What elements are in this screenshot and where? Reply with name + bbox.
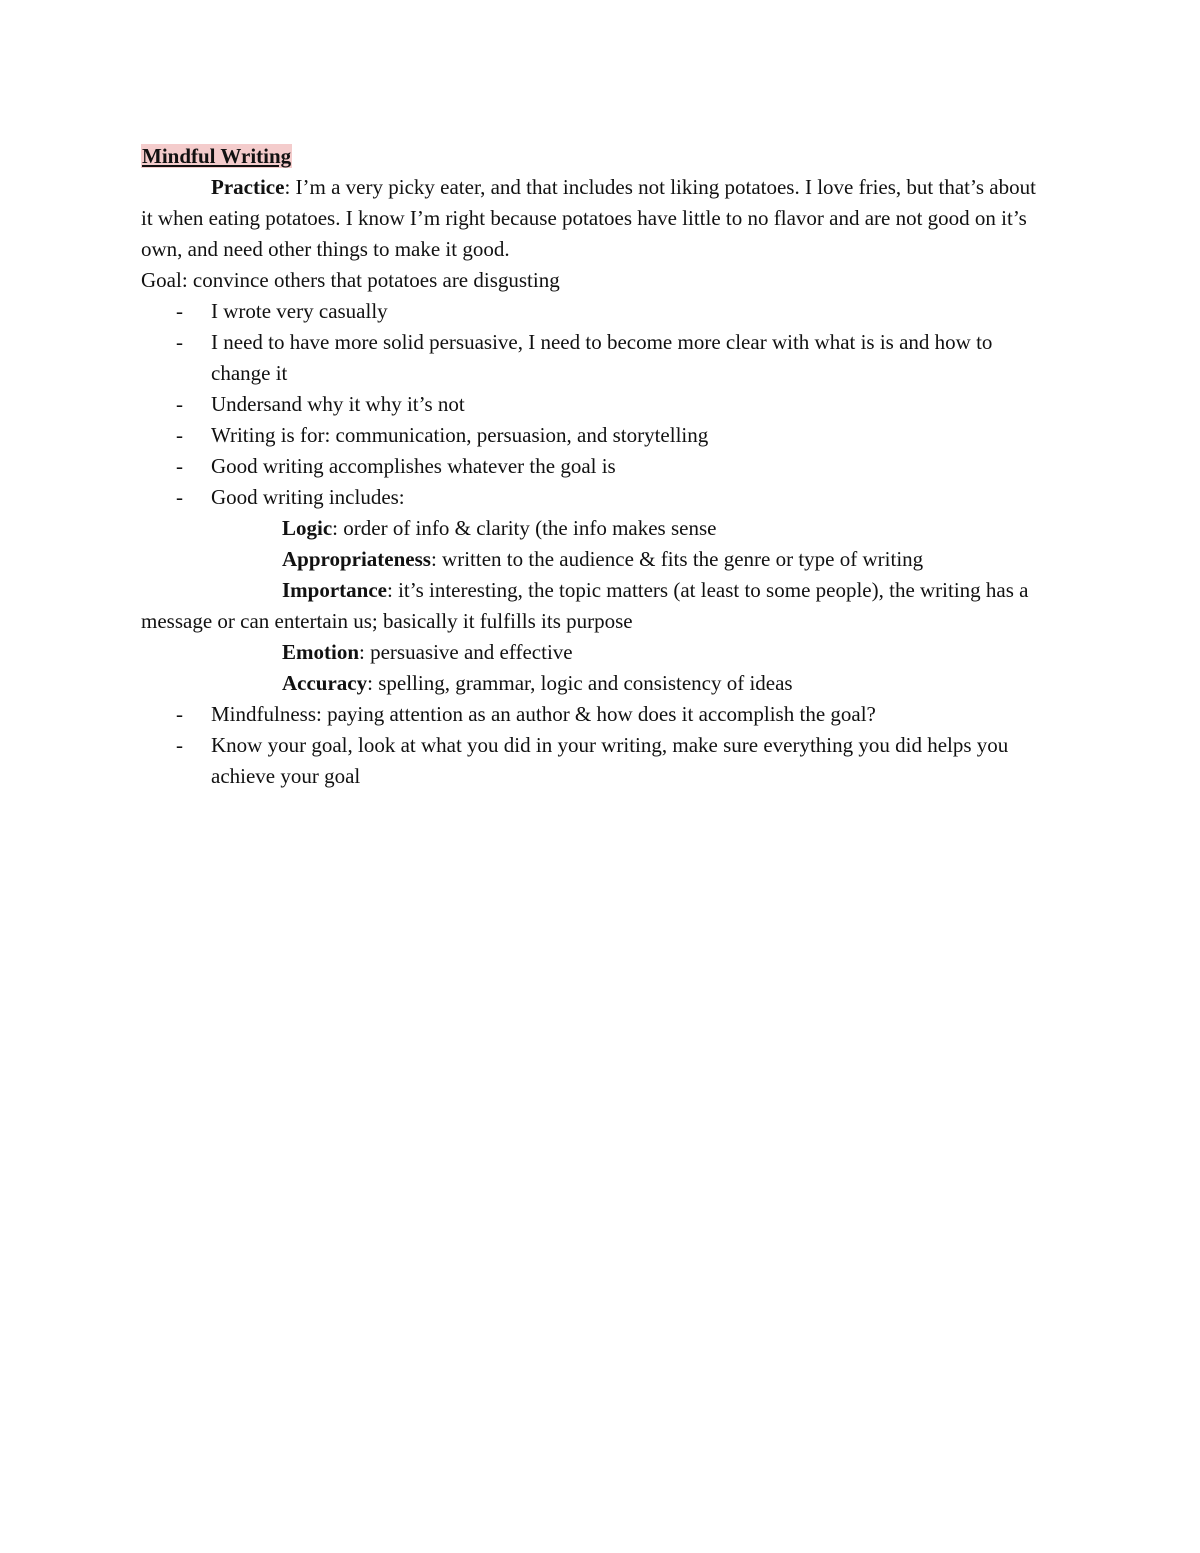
bullet-dash: - bbox=[176, 392, 183, 416]
title-line bbox=[141, 141, 1041, 172]
list-item bbox=[141, 482, 1041, 513]
include-text: : spelling, grammar, logic and consistency of ideas bbox=[367, 671, 793, 695]
include-emotion bbox=[141, 637, 1041, 668]
list-item bbox=[141, 327, 1041, 389]
bullet-dash: - bbox=[176, 454, 183, 478]
list-item-text: Good writing accomplishes whatever the goal is bbox=[211, 454, 616, 478]
document-title: Mindful Writing bbox=[142, 144, 292, 168]
bullet-list-bottom bbox=[141, 699, 1041, 792]
bullet-dash: - bbox=[176, 702, 183, 726]
bullet-dash: - bbox=[176, 299, 183, 323]
list-item-text: I need to have more solid persuasive, I need to become more clear with what is is and how to change it bbox=[211, 330, 993, 385]
include-label: Logic bbox=[282, 516, 333, 540]
practice-label: Practice bbox=[211, 175, 285, 199]
list-item-text: Good writing includes: bbox=[211, 485, 405, 509]
list-item-text: Writing is for: communication, persuasion, and storytelling bbox=[211, 423, 709, 447]
list-item-text: Undersand why it why it’s not bbox=[211, 392, 465, 416]
list-item bbox=[141, 389, 1041, 420]
list-item bbox=[141, 451, 1041, 482]
include-appropriateness bbox=[141, 544, 1041, 575]
list-item bbox=[141, 296, 1041, 327]
list-item-text: Mindfulness: paying attention as an author & how does it accomplish the goal? bbox=[211, 702, 876, 726]
practice-text: : I’m a very picky eater, and that includes not liking potatoes. I love fries, but that’s about it when eating potatoes. I know I’m right because potatoes have little to no flavor and are not good on it’s own, and need other things to make it good. bbox=[141, 175, 1036, 261]
list-item bbox=[141, 420, 1041, 451]
include-importance bbox=[141, 575, 1041, 637]
include-label: Importance bbox=[282, 578, 387, 602]
include-text: : order of info & clarity (the info makes sense bbox=[332, 516, 717, 540]
bullet-dash: - bbox=[176, 733, 183, 757]
practice-paragraph bbox=[141, 172, 1041, 265]
list-item bbox=[141, 699, 1041, 730]
include-text: : it’s interesting, the topic matters (at least to some people), the writing has a message or can entertain us; basically it fulfills its purpose bbox=[141, 578, 1029, 633]
include-accuracy bbox=[141, 668, 1041, 699]
list-item-text: Know your goal, look at what you did in your writing, make sure everything you did helps you achieve your goal bbox=[211, 733, 1009, 788]
include-logic bbox=[141, 513, 1041, 544]
bullet-dash: - bbox=[176, 485, 183, 509]
document-body bbox=[141, 141, 1041, 792]
goal-line: Goal: convince others that potatoes are disgusting bbox=[141, 268, 560, 292]
include-text: : written to the audience & fits the genre or type of writing bbox=[430, 547, 924, 571]
include-label: Emotion bbox=[282, 640, 360, 664]
bullet-dash: - bbox=[176, 330, 183, 354]
list-item bbox=[141, 730, 1041, 792]
include-label: Accuracy bbox=[282, 671, 368, 695]
include-label: Appropriateness bbox=[282, 547, 431, 571]
bullet-dash: - bbox=[176, 423, 183, 447]
list-item-text: I wrote very casually bbox=[211, 299, 388, 323]
include-text: : persuasive and effective bbox=[359, 640, 573, 664]
bullet-list-top bbox=[141, 296, 1041, 513]
